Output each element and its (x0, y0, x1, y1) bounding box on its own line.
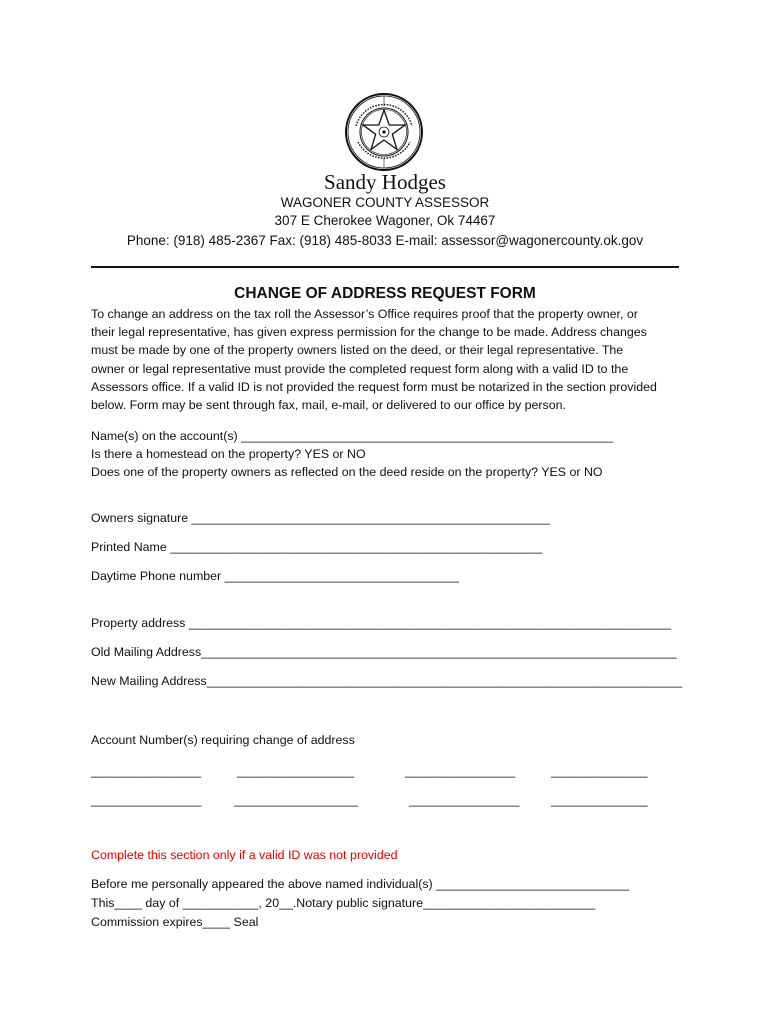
account-number-field[interactable]: ________________ (91, 764, 202, 778)
assessor-name: Sandy Hodges (324, 170, 446, 194)
notary-notice: Complete this section only if a valid ID was not provided (91, 848, 398, 862)
notary-appearance-field[interactable]: Before me personally appeared the above named individual(s) ____________________________ (91, 877, 630, 891)
intro-paragraph (91, 305, 691, 414)
owners-signature-field[interactable]: Owners signature ____________________________________________________ (91, 511, 550, 525)
commission-expires-field[interactable]: Commission expires____ Seal (91, 915, 259, 929)
printed-name-field[interactable]: Printed Name ______________________________________________________ (91, 540, 543, 554)
notary-date-signature-field[interactable]: This____ day of ___________, 20__.Notary public signature_________________________ (91, 896, 596, 910)
account-number-field[interactable]: ________________ (91, 793, 202, 807)
intro-line: must be made by one of the property owners listed on the deed, or their legal representative. The (91, 343, 624, 358)
account-number-field[interactable]: __________________ (234, 793, 359, 807)
property-address-field[interactable]: Property address ______________________________________________________________________ (91, 616, 672, 630)
new-mailing-address-field[interactable]: New Mailing Address_____________________________________________________________________ (91, 674, 683, 688)
intro-line: Assessors office. If a valid ID is not provided the request form must be notarized in the section provided (91, 379, 657, 394)
account-number-field[interactable]: ______________ (551, 793, 648, 807)
account-number-field[interactable]: ________________ (409, 793, 520, 807)
county-seal-icon (344, 92, 424, 172)
reside-question[interactable]: Does one of the property owners as reflected on the deed reside on the property? YES or NO (91, 465, 603, 479)
account-number-field[interactable]: _________________ (237, 764, 355, 778)
account-number-field[interactable]: ______________ (551, 764, 648, 778)
office-address: 307 E Cherokee Wagoner, Ok 74467 (274, 213, 496, 228)
header-divider (91, 266, 679, 268)
intro-line: To change an address on the tax roll the Assessor’s Office requires proof that the property owner, or (91, 307, 638, 321)
office-name: WAGONER COUNTY ASSESSOR (280, 195, 490, 210)
form-title: CHANGE OF ADDRESS REQUEST FORM (234, 285, 536, 302)
homestead-question[interactable]: Is there a homestead on the property? YES or NO (91, 447, 366, 461)
daytime-phone-field[interactable]: Daytime Phone number __________________________________ (91, 569, 459, 583)
intro-line: their legal representative, has given express permission for the change to be made. Address changes (91, 325, 647, 340)
account-numbers-label: Account Number(s) requiring change of address (91, 733, 355, 747)
names-on-account-field[interactable]: Name(s) on the account(s) ______________________________________________________ (91, 429, 614, 443)
account-number-field[interactable]: ________________ (405, 764, 516, 778)
intro-line: below. Form may be sent through fax, mail, e-mail, or delivered to our office by person. (91, 398, 566, 413)
office-contact: Phone: (918) 485-2367 Fax: (918) 485-8033 E-mail: assessor@wagonercounty.ok.gov (126, 233, 644, 248)
old-mailing-address-field[interactable]: Old Mailing Address_____________________________________________________________________ (91, 645, 677, 659)
intro-line: owner or legal representative must provide the completed request form along with a valid ID to the (91, 361, 629, 376)
